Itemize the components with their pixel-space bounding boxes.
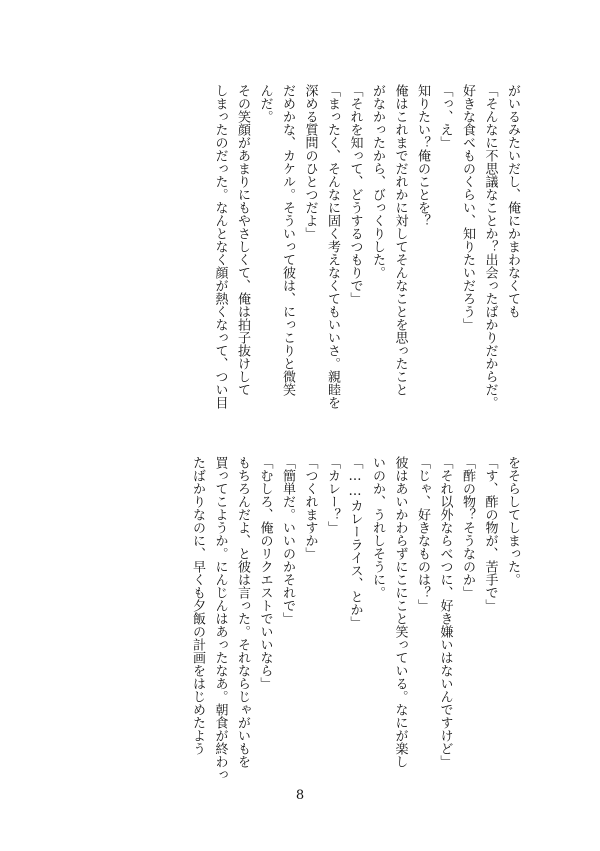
- text-column: 買ってこようか。にんじんはあったなあ。朝食が終わっ: [212, 456, 228, 781]
- text-column: んだ。: [257, 84, 273, 123]
- text-column: 「それ以外ならべつに、好き嫌いはないんですけど」: [437, 456, 453, 768]
- text-column: 知りたい？俺のことを？: [415, 84, 430, 227]
- text-band-bottom: [73, 456, 523, 781]
- text-column: 「す、酢の物が、苦手で」: [482, 456, 498, 612]
- text-column: その笑顔があまりにもやさしくて、俺は拍子抜けして: [235, 84, 250, 396]
- text-column: 「むしろ、俺のリクエストでいいなら」: [257, 456, 273, 690]
- text-column: いのか、うれしそうに。: [370, 456, 385, 599]
- text-column: 彼はあいかわらずにこにこと笑っている。なにが楽し: [392, 456, 408, 768]
- text-column: がなかったから、びっくりした。: [370, 84, 385, 279]
- text-column: 好きな食べものくらい、知りたいだろう」: [460, 84, 475, 331]
- text-column: 「っ、え」: [437, 84, 453, 149]
- text-column: 「じゃ、好きなものは？」: [415, 456, 430, 612]
- text-column: 深める質問のひとつだよ」: [302, 84, 318, 240]
- text-column: 「まったく、そんなに固く考えなくてもいいさ。親睦を: [325, 84, 340, 409]
- text-column: もちろんだよ、と彼は言った。それならじゃがいもを: [235, 456, 250, 768]
- text-column: 「それを知って、どうするつもりで」: [347, 84, 363, 305]
- page-number: 8: [295, 788, 305, 803]
- text-column: 俺はこれまでだれかに対してそんなことを思ったこと: [392, 84, 408, 396]
- text-column: をそらしてしまった。: [505, 456, 520, 586]
- text-column: 「カレー？」: [325, 456, 340, 534]
- text-column: がいるみたいだし、俺にかまわなくても: [505, 84, 520, 318]
- text-column: 「つくれますか」: [302, 456, 318, 560]
- text-column: たばかりなのに、早くも夕飯の計画をはじめたよう: [190, 456, 205, 755]
- text-band-top: [73, 84, 523, 409]
- text-column: 「簡単だ。いいのかそれで」: [280, 456, 295, 625]
- text-column: 「……カレーライス、とか」: [347, 456, 363, 629]
- text-column: しまったのだった。なんとなく顔が熱くなって、つい目: [212, 84, 228, 409]
- text-column: 「そんなに不思議なことか？出会ったばかりだからだ。: [482, 84, 498, 409]
- text-column: 「酢の物？そうなのか」: [460, 456, 475, 599]
- text-column: だめかな、カケル。そういって彼は、にっこりと微笑: [280, 84, 295, 396]
